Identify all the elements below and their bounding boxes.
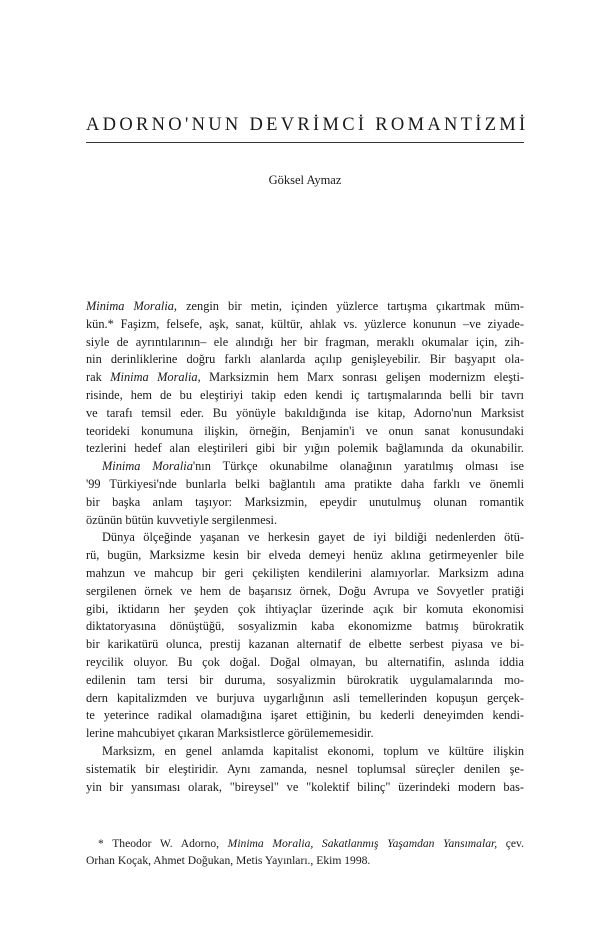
body-line: [86, 298, 524, 316]
italic-text: Minima Moralia,: [86, 299, 178, 313]
body-line: [86, 583, 524, 601]
text-run: Dünya ölçeğinde yaşanan ve herkesin gayet de iyi bildiği nedenlerden ötü-: [102, 530, 524, 545]
body-line: [86, 476, 524, 494]
body-line: [86, 618, 524, 636]
text-run: reycilik oluyor. Bu çok doğal. Doğal olmayan, bu alternatifin, aslında iddia: [86, 654, 524, 669]
title-rule: [86, 142, 524, 143]
text-run: tezlerini hedef alan eleştirileri gibi bir yığın polemik bağlamında da okunabilir.: [86, 441, 524, 456]
body-line: [86, 529, 524, 547]
text-run: özünün bütün kuvvetiyle sergilenmesi.: [86, 512, 278, 527]
text-run: siyle de ayrıntılarının– ele alındığı her bir fragman, meraklı okumalar için, zih-: [86, 334, 524, 349]
body-line: [86, 351, 524, 369]
text-run: diktatoryasına dönüştüğü, sosyalizmin kaba ekonomizme batmış bürokratik: [86, 619, 524, 634]
body-line: [86, 334, 524, 352]
text-run: zengin bir metin, içinden yüzlerce tartışma çıkartmak müm-: [177, 299, 524, 313]
text-run: Orhan Koçak, Ahmet Doğukan, Metis Yayınları., Ekim 1998.: [86, 854, 371, 867]
footnote-line: [86, 852, 524, 869]
body-line: [86, 316, 524, 334]
text-run: edilenin tam tersi bir duruma, sosyalizmin bürokratik uygulamalarında mo-: [86, 672, 524, 687]
body-line: [86, 512, 524, 530]
text-run: Marksizm, en genel anlamda kapitalist ekonomi, toplum ve kültüre ilişkin: [102, 743, 524, 758]
body-line: [86, 743, 524, 761]
text-run: rak: [86, 370, 111, 385]
text-run: bir karikatürü olunca, prestij kazanan alternatif de elbette serbest piyasa ve bi-: [86, 637, 524, 652]
text-run: dern kapitalizmden ve burjuva uygarlığının asli temellerinden kopuşun gerçek-: [86, 690, 524, 705]
text-run: kün.* Faşizm, felsefe, aşk, sanat, kültür, ahlak vs. yüzlerce konunun –ve ziyade-: [86, 316, 524, 331]
body-line: [86, 387, 524, 405]
body-line: [86, 761, 524, 779]
text-run: 'nın Türkçe okunabilme olanağının yaratılmış olması ise: [192, 459, 524, 474]
article-title: ADORNO'NUN DEVRİMCİ ROMANTİZMİ: [86, 115, 529, 135]
text-run: lerine mahcubiyet çıkaran Marksistlerce görülememesidir.: [86, 726, 374, 741]
italic-text: Minima Moralia,: [110, 370, 201, 385]
text-run: bir başka anlam taşıyor: Marksizmin, epeydir unutulmuş olunan romantik: [86, 494, 524, 509]
text-run: * Theodor W. Adorno,: [98, 837, 228, 850]
body-line: [86, 423, 524, 441]
footnote: [86, 835, 524, 869]
body-line: [86, 547, 524, 565]
article-body: [86, 298, 524, 796]
author-name: Göksel Aymaz: [268, 173, 342, 187]
text-run: mahzun ve mahcup bir geri çekilişten kendilerini alamıyorlar. Marksizm adına: [86, 565, 524, 580]
text-run: sergilenen örnek ve hem de başarısız örnek, Doğu Avrupa ve Sovyetler pratiği: [86, 583, 524, 598]
text-run: gibi, iktidarın her şeyden çok ihtiyaçlar üzerinde açık bir komuta ekonomisi: [86, 601, 524, 616]
body-line: [86, 707, 524, 725]
body-line: [86, 601, 524, 619]
body-line: [86, 725, 524, 743]
text-run: ve tarafı temsil eder. Bu yönüyle bakıldığında ise kitap, Adorno'nun Marksist: [86, 405, 524, 420]
italic-text: Minima Moralia: [102, 459, 193, 474]
body-line: [86, 369, 524, 387]
body-line: [86, 458, 524, 476]
body-line: [86, 654, 524, 672]
text-run: sistematik bir eleştiridir. Aynı zamanda, nesnel toplumsal süreçler denilen şe-: [86, 761, 524, 776]
body-line: [86, 636, 524, 654]
text-run: rü, bugün, Marksizme kesin bir elveda demeyi henüz aklına getirmeyenler bile: [86, 548, 524, 563]
italic-text: Minima Moralia, Sakatlanmış Yaşamdan Yansımalar,: [227, 837, 498, 850]
text-run: Marksizmin hem Marx sonrası gelişen modernizm eleşti-: [200, 370, 524, 385]
text-run: risinde, hem de bu eleştiriyi takip eden kendi iç tartışmalarında belli bir tavrı: [86, 387, 524, 402]
body-line: [86, 440, 524, 458]
body-line: [86, 494, 524, 512]
text-run: te yeterince radikal olamadığına işaret ettiğinin, bu kederli deneyimden kendi-: [86, 708, 524, 723]
footnote-line: [86, 835, 524, 852]
body-line: [86, 405, 524, 423]
text-run: teorideki konumuna ilişkin, örneğin, Benjamin'i ve onun sanat konusundaki: [86, 423, 524, 438]
text-run: '99 Türkiyesi'nde bunlarla belki bağlantılı ama pratikte daha farklı ve önemli: [86, 476, 524, 491]
body-line: [86, 672, 524, 690]
text-run: yin bir yansıması olarak, "bireysel" ve "kolektif bilinç" üzerindeki modern bas-: [86, 779, 524, 794]
text-run: nin derinliklerine doğru farklı alanlarda açılıp genişleyebilir. Bir başyapıt ola-: [86, 352, 524, 367]
body-line: [86, 690, 524, 708]
body-line: [86, 779, 524, 797]
text-run: çev.: [497, 837, 524, 850]
body-line: [86, 565, 524, 583]
